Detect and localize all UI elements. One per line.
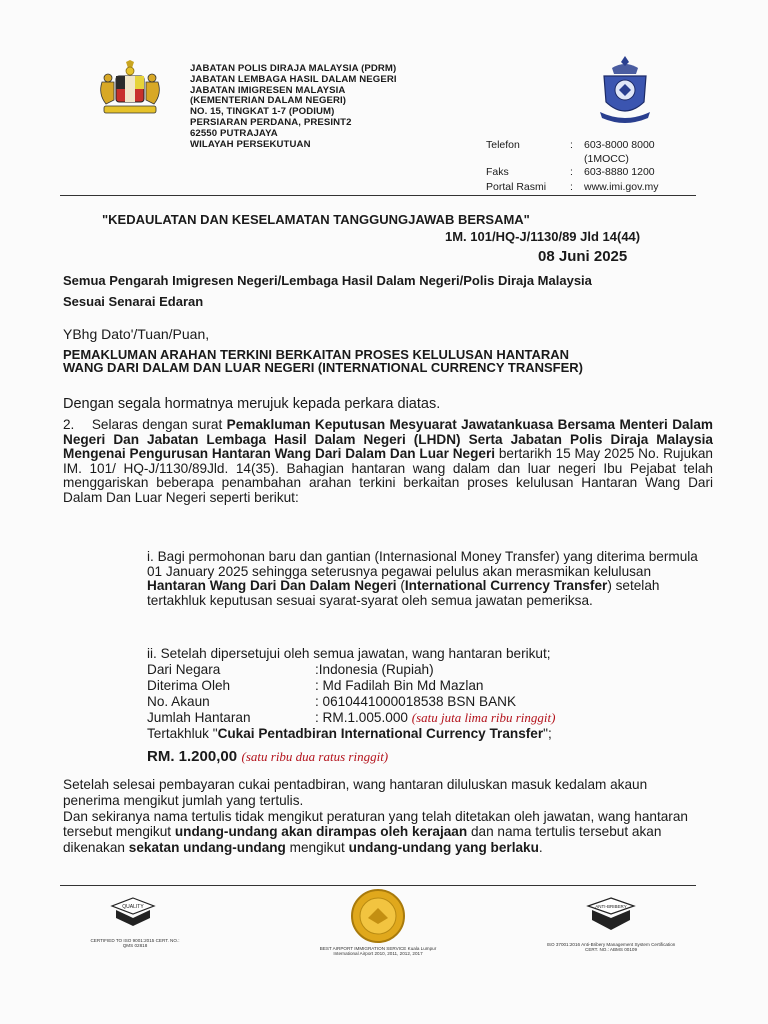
immigration-crest-icon <box>592 54 658 126</box>
item1-text: i. Bagi permohonan baru dan gantian (Internasional Money Transfer) yang diterima bermula 01 January 2025 sehingga seterusnya pegawai pelulus akan merasmikan kelulusan <box>147 549 698 579</box>
detail-value: : Md Fadilah Bin Md Mazlan <box>315 678 484 693</box>
detail-label: No. Akaun <box>147 694 210 709</box>
closing-bold: undang-undang yang berlaku <box>348 840 539 856</box>
logo-caption: CERTIFIED TO ISO 9001:2015 CERT. NO.: QMS 02818 <box>90 938 180 949</box>
malaysia-coat-of-arms-icon <box>96 60 164 118</box>
transfer-detail-row <box>147 662 555 678</box>
transfer-detail-row <box>147 710 555 726</box>
recipient-line: Sesuai Senarai Edaran <box>63 294 204 309</box>
contact-label <box>486 153 570 165</box>
item1-text: ) setelah tertakhluk keputusan sesuai syarat-syarat oleh semua jawatan pemeriksa. <box>147 578 660 608</box>
closing-bold: sekatan undang-undang <box>128 840 286 856</box>
paragraph-number: 2. <box>63 417 75 432</box>
svg-text:QUALITY: QUALITY <box>122 904 144 910</box>
item1-bold: Hantaran Wang Dari Dan Dalam Negeri <box>147 578 397 594</box>
item1-text: ( <box>396 578 405 594</box>
subject-line: PEMAKLUMAN ARAHAN TERKINI BERKAITAN PROSES KELULUSAN HANTARAN <box>63 347 570 362</box>
recipient <box>63 270 592 312</box>
transfer-detail-row <box>147 678 555 694</box>
svg-text:ANTI-BRIBERY: ANTI-BRIBERY <box>595 904 627 909</box>
detail-label: Dari Negara <box>147 662 221 677</box>
closing-text: dan nama tertulis tersebut akan dikenakan <box>63 824 662 856</box>
footer-divider <box>60 885 696 886</box>
header-divider <box>60 195 696 196</box>
contact-row <box>486 138 658 153</box>
item1-bold: International Currency Transfer <box>404 578 608 594</box>
contact-value: www.imi.gov.my <box>584 181 659 193</box>
contact-sep <box>570 153 584 165</box>
para2-bold: Pemakluman Keputusan Mesyuarat Jawatankuasa Bersama Menteri Dalam Negeri Dan Jabatan Lembaga Hasil Dalam Negeri (LHDN) Serta Jabatan Polis Diraja Malaysia Mengenai Pengurusan Hantaran Wang Dari Dalam Dan Luar Negeri <box>63 417 713 462</box>
best-airport-immigration-medal-icon <box>350 888 406 944</box>
closing-text: . <box>538 840 543 856</box>
letterhead-address <box>190 64 397 150</box>
item2-intro: ii. Setelah dipersetujui oleh semua jawatan, wang hantaran berikut; <box>147 646 551 661</box>
contact-row <box>486 180 658 195</box>
contact-row <box>486 165 658 180</box>
logo-caption: ISO 37001:2016 Anti-Bribery Management System Certification CERT. NO.: ABMS 00109 <box>546 942 676 953</box>
fee-amount: RM. 1.200,00 <box>147 748 238 765</box>
closing-paragraph <box>63 777 703 856</box>
tax-text: "; <box>543 726 552 741</box>
tax-text: Tertakhluk " <box>147 726 218 741</box>
contact-sep: : <box>570 166 573 178</box>
contact-row <box>486 153 658 165</box>
address-line: JABATAN POLIS DIRAJA MALAYSIA (PDRM) <box>190 63 397 74</box>
contact-sep: : <box>570 139 573 151</box>
detail-value: :Indonesia (Rupiah) <box>315 662 434 677</box>
tax-bold: Cukai Pentadbiran International Currency Transfer <box>217 726 544 741</box>
motto: "KEDAULATAN DAN KESELAMATAN TANGGUNGJAWAB BERSAMA" <box>102 212 530 227</box>
fee-in-words: (satu ribu dua ratus ringgit) <box>241 749 389 764</box>
para2-text: bertarikh 15 May 2025 No. Rujukan IM. 101/ HQ-J/1130/89Jld. 14(35). Bahagian hantaran wang dalam dan luar negeri Ibu Pejabat telah menggariskan beberapa penambahan arahan terkini berkaitan proses kelulusan Hantaran Wang Dari Dalam Dan Luar Negeri seperti berikut: <box>63 446 713 505</box>
closing-bold: undang-undang akan dirampas oleh kerajaan <box>174 824 468 840</box>
item-2 <box>147 646 555 742</box>
intro-paragraph: Dengan segala hormatnya merujuk kepada perkara diatas. <box>63 396 441 412</box>
fee-line <box>147 748 388 766</box>
recipient-line: Semua Pengarah Imigresen Negeri/Lembaga Hasil Dalam Negeri/Polis Diraja Malaysia <box>63 273 592 288</box>
quality-system-logo-icon <box>110 896 156 930</box>
contact-value: 603-8880 1200 <box>584 166 655 178</box>
address-line: (KEMENTERIAN DALAM NEGERI) <box>190 95 347 107</box>
transfer-detail-row <box>147 694 555 710</box>
contact-value: 603-8000 8000 <box>584 139 655 151</box>
contact-value: (1MOCC) <box>584 153 629 165</box>
para2-text: Selaras dengan surat <box>91 417 227 432</box>
logo-caption: BEST AIRPORT IMMIGRATION SERVICE Kuala Lumpur International Airport 2010, 2011, 2012, 2017 <box>319 946 437 957</box>
address-line: 62550 PUTRAJAYA <box>190 127 278 139</box>
letterhead-contact <box>486 138 658 195</box>
letter-date: 08 Juni 2025 <box>538 248 628 265</box>
anti-bribery-logo-icon <box>586 896 636 936</box>
closing-text: mengikut <box>285 840 349 856</box>
amount-in-words: (satu juta lima ribu ringgit) <box>411 710 556 725</box>
paragraph-2 <box>63 418 713 506</box>
closing-line-1: Setelah selesai pembayaran cukai pentadbiran, wang hantaran diluluskan masuk kedalam akaun penerima mengikut jumlah yang tertulis. <box>63 777 648 808</box>
contact-sep: : <box>570 181 573 193</box>
reference-number: 1M. 101/HQ-J/1130/89 Jld 14(44) <box>445 229 641 244</box>
contact-label: Portal Rasmi <box>486 181 547 193</box>
address-line: JABATAN LEMBAGA HASIL DALAM NEGERI <box>190 73 397 85</box>
address-line: PERSIARAN PERDANA, PRESINT2 <box>190 116 352 128</box>
item-1 <box>147 550 707 608</box>
subject <box>63 348 583 374</box>
address-line: NO. 15, TINGKAT 1-7 (PODIUM) <box>190 106 335 118</box>
tax-line <box>147 726 555 742</box>
contact-label: Telefon <box>486 139 520 151</box>
detail-value: : 0610441000018538 BSN BANK <box>315 694 517 709</box>
detail-label: Jumlah Hantaran <box>147 710 251 725</box>
subject-line: WANG DARI DALAM DAN LUAR NEGERI (INTERNATIONAL CURRENCY TRANSFER) <box>63 360 583 375</box>
address-line: WILAYAH PERSEKUTUAN <box>190 138 311 150</box>
closing-text: Dan sekiranya nama tertulis tidak mengikut peraturan yang telah ditetakan oleh jawatan, wang hantaran tersebut mengikut <box>63 808 688 840</box>
closing-line-2 <box>63 809 703 856</box>
detail-label: Diterima Oleh <box>147 678 231 693</box>
detail-value: : RM.1.005.000 <box>315 710 408 725</box>
salutation: YBhg Dato'/Tuan/Puan, <box>63 326 210 342</box>
address-line: JABATAN IMIGRESEN MALAYSIA <box>190 84 346 96</box>
contact-label: Faks <box>486 166 509 178</box>
